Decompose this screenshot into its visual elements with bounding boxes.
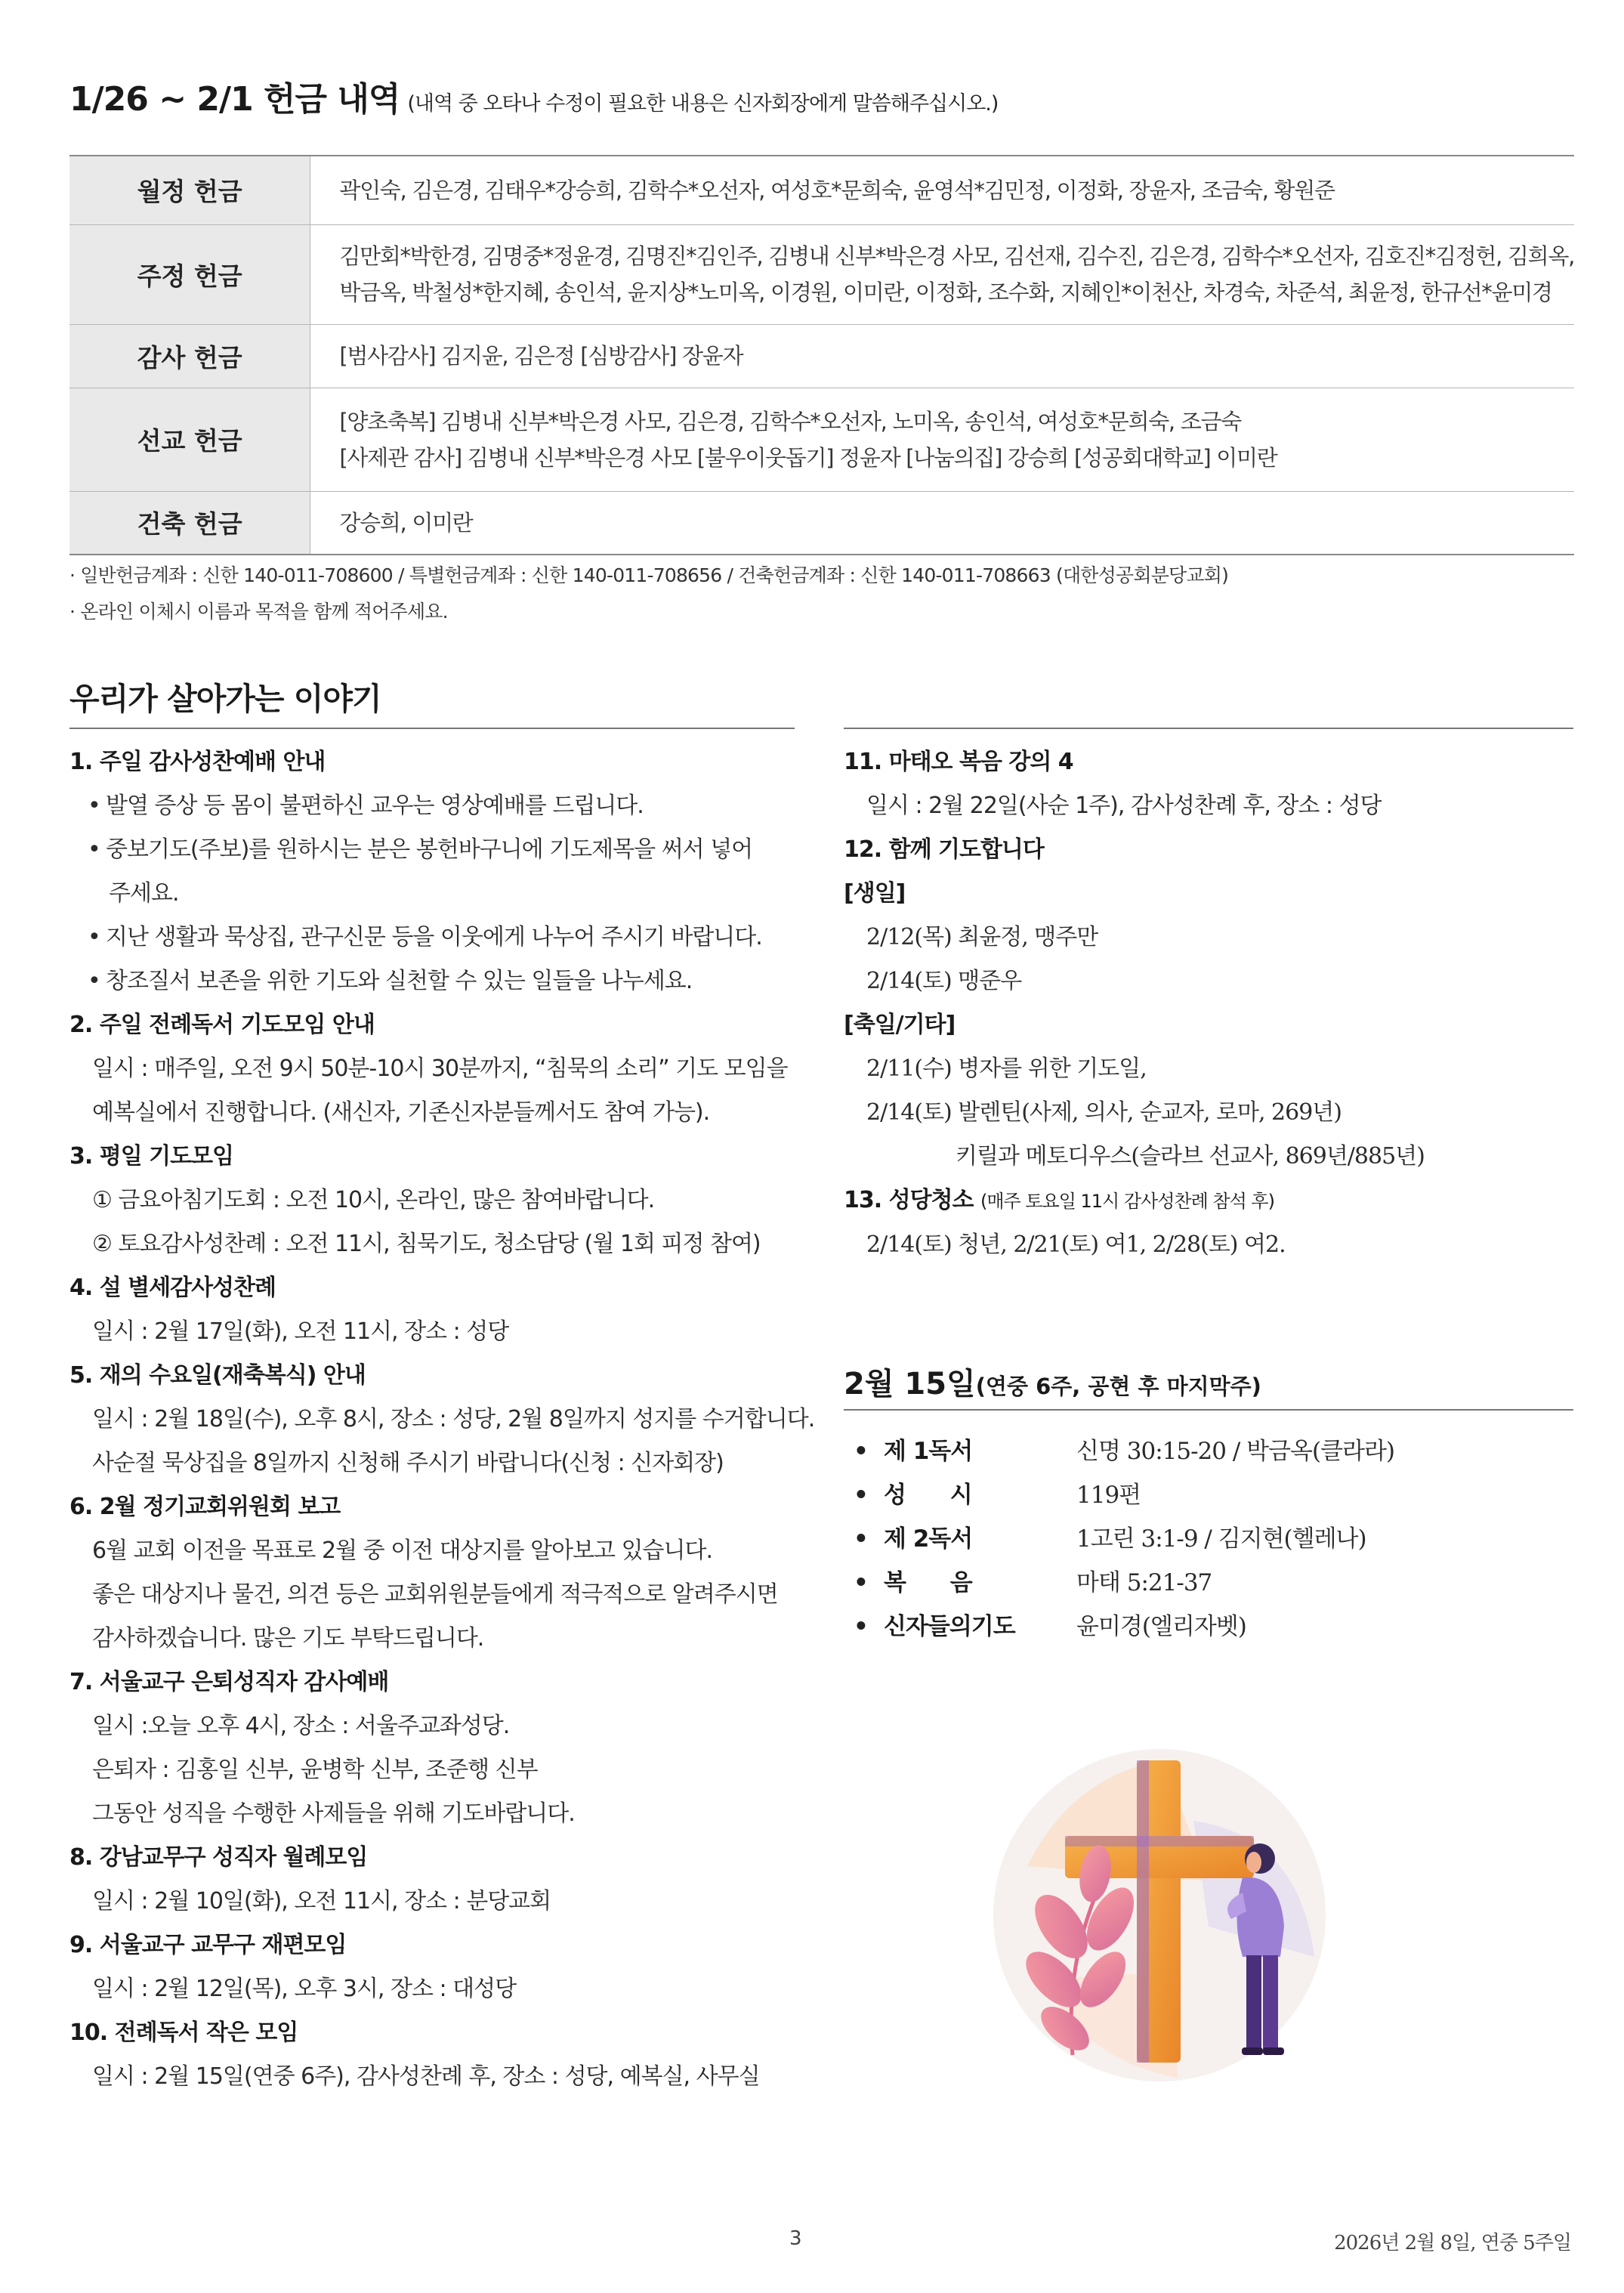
item-line: 일시 : 2월 15일(연중 6주), 감사성찬례 후, 장소 : 성당, 예복실, 사무실 bbox=[92, 2063, 760, 2090]
names-line: 김만회*박한경, 김명중*정윤경, 김명진*김인주, 김병내 신부*박은경 사모, 김선재, 김수진, 김은경, 김학수*오선자, 김호진*김정헌, 김희옥, bbox=[339, 243, 1574, 269]
list-item: • 지난 생활과 묵상집, 관구신문 등을 이웃에게 나누어 주시기 바랍니다. bbox=[69, 916, 814, 960]
reading-label: 제 1독서 bbox=[884, 1438, 973, 1465]
names-line: 강승희, 이미란 bbox=[339, 509, 473, 536]
reading-row bbox=[854, 1605, 1394, 1649]
list-item: • 발열 증상 등 몸이 불편하신 교우는 영상예배를 드립니다. bbox=[69, 784, 814, 828]
item-title: 5. 재의 수요일(재축복식) 안내 bbox=[69, 1362, 366, 1389]
item-line: 일시 : 2월 17일(화), 오전 11시, 장소 : 성당 bbox=[92, 1318, 509, 1345]
item-title: 9. 서울교구 교무구 재편모임 bbox=[69, 1932, 347, 1958]
item-title: 6. 2월 정기교회위원회 보고 bbox=[69, 1494, 341, 1520]
cross-prayer-illustration bbox=[982, 1730, 1337, 2085]
feb15-heading-row bbox=[844, 1360, 1261, 1403]
item-line: 일시 : 2월 22일(사순 1주), 감사성찬례 후, 장소 : 성당 bbox=[866, 793, 1382, 819]
feast-line-continued: 키릴과 메토디우스(슬라브 선교사, 869년/885년) bbox=[956, 1143, 1425, 1170]
item-line: 일시 : 매주일, 오전 9시 50분-10시 30분까지, “침묵의 소리” 기도 모임을 bbox=[92, 1055, 788, 1082]
feast-line: 2/14(토) 발렌틴(사제, 의사, 순교자, 로마, 269년) bbox=[866, 1099, 1341, 1126]
item-title: 4. 설 별세감사성찬례 bbox=[69, 1275, 276, 1301]
bullet-dot: • bbox=[854, 1482, 868, 1509]
account-note: · 온라인 이체시 이름과 목적을 함께 적어주세요. bbox=[69, 601, 448, 623]
item-title: 10. 전례독서 작은 모임 bbox=[69, 2020, 298, 2046]
reading-label: 제 2독서 bbox=[884, 1525, 973, 1553]
bullet-dot: • bbox=[854, 1438, 868, 1465]
item-line: 좋은 대상지나 물건, 의견 등은 교회위원분들에게 적극적으로 알려주시면 bbox=[92, 1581, 778, 1608]
reading-value: 마태 5:21-37 bbox=[1076, 1569, 1212, 1596]
names-cell bbox=[310, 224, 1574, 324]
reading-row bbox=[854, 1473, 1394, 1517]
page-number: 3 bbox=[789, 2227, 802, 2250]
category-cell: 건축 헌금 bbox=[69, 491, 310, 555]
reading-label: 복 음 bbox=[884, 1569, 972, 1596]
names-cell bbox=[310, 491, 1574, 555]
story-right-column bbox=[844, 740, 1425, 1267]
names-line: [범사감사] 김지윤, 김은정 [심방감사] 장윤자 bbox=[339, 343, 743, 369]
bullet-dot: • bbox=[854, 1569, 868, 1596]
reading-row bbox=[854, 1517, 1394, 1561]
story-divider-left bbox=[69, 728, 795, 729]
reading-row bbox=[854, 1561, 1394, 1605]
birthday-label: [생일] bbox=[844, 880, 906, 907]
table-row bbox=[69, 324, 1574, 388]
item-line: 일시 :오늘 오후 4시, 장소 : 서울주교좌성당. bbox=[92, 1713, 510, 1739]
offering-table bbox=[69, 155, 1574, 555]
offering-title-row bbox=[69, 72, 1573, 120]
list-item: • 중보기도(주보)를 원하시는 분은 봉헌바구니에 기도제목을 써서 넣어 bbox=[69, 828, 814, 872]
item-title: 8. 강남교무구 성직자 월례모임 bbox=[69, 1844, 368, 1871]
item-line: 2/14(토) 청년, 2/21(토) 여1, 2/28(토) 여2. bbox=[866, 1231, 1286, 1258]
item-line: ① 금요아침기도회 : 오전 10시, 온라인, 많은 참여바랍니다. bbox=[92, 1187, 655, 1213]
account-note: · 일반헌금계좌 : 신한 140-011-708600 / 특별헌금계좌 : 신한 140-011-708656 / 건축헌금계좌 : 신한 140-011-708663 (대한성공회분당교회) bbox=[69, 564, 1229, 586]
reading-row bbox=[854, 1429, 1394, 1473]
feb15-heading: 2월 15일 bbox=[844, 1367, 976, 1401]
names-cell bbox=[310, 324, 1574, 388]
names-line: 박금옥, 박철성*한지혜, 송인석, 윤지상*노미옥, 이경원, 이미란, 이정화, 조수화, 지혜인*이천산, 차경숙, 차준석, 최윤정, 한규선*윤미경 bbox=[339, 280, 1552, 305]
reading-value: 119편 bbox=[1076, 1482, 1141, 1509]
birthday-line: 2/12(목) 최윤정, 맹주만 bbox=[866, 924, 1098, 950]
item-line: 일시 : 2월 18일(수), 오후 8시, 장소 : 성당, 2월 8일까지 성지를 수거합니다. bbox=[92, 1406, 815, 1432]
reading-value: 1고린 3:1-9 / 김지현(헬레나) bbox=[1076, 1525, 1366, 1553]
bullet-dot: • bbox=[854, 1613, 868, 1640]
item-title-note: (매주 토요일 11시 감사성찬례 참석 후) bbox=[980, 1191, 1274, 1212]
item-title: 2. 주일 전례독서 기도모임 안내 bbox=[69, 1012, 375, 1038]
item-title: 7. 서울교구 은퇴성직자 감사예배 bbox=[69, 1669, 389, 1695]
item-line: 감사하겠습니다. 많은 기도 부탁드립니다. bbox=[92, 1625, 484, 1652]
bullet-dot: • bbox=[854, 1525, 868, 1553]
story-heading: 우리가 살아가는 이야기 bbox=[69, 681, 381, 717]
reading-value: 윤미경(엘리자벳) bbox=[1076, 1613, 1246, 1640]
item-title bbox=[844, 1179, 1425, 1223]
item-title: 12. 함께 기도합니다 bbox=[844, 836, 1044, 863]
item-line: 은퇴자 : 김홍일 신부, 윤병학 신부, 조준행 신부 bbox=[92, 1757, 538, 1783]
title-note: (내역 중 오타나 수정이 필요한 내용은 신자회장에게 말씀해주십시오.) bbox=[407, 92, 999, 116]
reading-list bbox=[854, 1429, 1394, 1649]
category-cell: 선교 헌금 bbox=[69, 388, 310, 491]
names-line: 곽인숙, 김은경, 김태우*강승희, 김학수*오선자, 여성호*문희숙, 윤영석*김민정, 이정화, 장윤자, 조금숙, 황원준 bbox=[339, 177, 1335, 203]
feast-label: [축일/기타] bbox=[844, 1012, 956, 1038]
list-item: • 창조질서 보존을 위한 기도와 실천할 수 있는 일들을 나누세요. bbox=[69, 960, 814, 1003]
category-cell: 주정 헌금 bbox=[69, 224, 310, 324]
names-cell bbox=[310, 388, 1574, 491]
item-line: ② 토요감사성찬례 : 오전 11시, 침묵기도, 청소담당 (월 1회 피정 참여) bbox=[92, 1231, 761, 1257]
list-item-continued: 주세요. bbox=[109, 880, 179, 907]
reading-label: 신자들의기도 bbox=[884, 1613, 1015, 1640]
category-cell: 월정 헌금 bbox=[69, 156, 310, 224]
reading-label: 성 시 bbox=[884, 1482, 972, 1509]
item-line: 일시 : 2월 10일(화), 오전 11시, 장소 : 분당교회 bbox=[92, 1888, 551, 1914]
story-divider-right bbox=[844, 728, 1573, 729]
feast-line: 2/11(수) 병자를 위한 기도일, bbox=[866, 1055, 1147, 1082]
category-cell: 감사 헌금 bbox=[69, 324, 310, 388]
item-title-text: 13. 성당청소 bbox=[844, 1187, 974, 1213]
table-row bbox=[69, 224, 1574, 324]
names-line: [양초축복] 김병내 신부*박은경 사모, 김은경, 김학수*오선자, 노미옥, 송인석, 여성호*문희숙, 조금숙 bbox=[339, 408, 1241, 434]
item-line: 그동안 성직을 수행한 사제들을 위해 기도바랍니다. bbox=[92, 1800, 575, 1827]
table-row bbox=[69, 491, 1574, 555]
item-line: 사순절 묵상집을 8일까지 신청해 주시기 바랍니다(신청 : 신자회장) bbox=[92, 1450, 724, 1476]
item-line: 6월 교회 이전을 목표로 2월 중 이전 대상지를 알아보고 있습니다. bbox=[92, 1537, 713, 1564]
feb15-divider bbox=[844, 1409, 1573, 1411]
reading-value: 신명 30:15-20 / 박금옥(클라라) bbox=[1076, 1438, 1395, 1465]
table-row bbox=[69, 388, 1574, 491]
names-cell bbox=[310, 156, 1574, 224]
item-line: 일시 : 2월 12일(목), 오후 3시, 장소 : 대성당 bbox=[92, 1976, 517, 2002]
feb15-note: (연중 6주, 공현 후 마지막주) bbox=[975, 1374, 1261, 1399]
account-notes bbox=[69, 558, 1228, 630]
story-left-column bbox=[69, 740, 814, 2099]
item-line: 예복실에서 진행합니다. (새신자, 기존신자분들께서도 참여 가능). bbox=[92, 1099, 710, 1126]
item-title: 11. 마태오 복음 강의 4 bbox=[844, 749, 1073, 775]
item-title: 1. 주일 감사성찬예배 안내 bbox=[69, 749, 326, 775]
page-title: 1/26 ~ 2/1 헌금 내역 bbox=[69, 80, 400, 119]
footer-date: 2026년 2월 8일, 연중 5주일 bbox=[1334, 2232, 1571, 2254]
item-title: 3. 평일 기도모임 bbox=[69, 1143, 234, 1170]
birthday-line: 2/14(토) 맹준우 bbox=[866, 968, 1022, 994]
names-line: [사제관 감사] 김병내 신부*박은경 사모 [불우이웃돕기] 정윤자 [나눔의집] 강승희 [성공회대학교] 이미란 bbox=[339, 444, 1277, 471]
table-row bbox=[69, 156, 1574, 224]
